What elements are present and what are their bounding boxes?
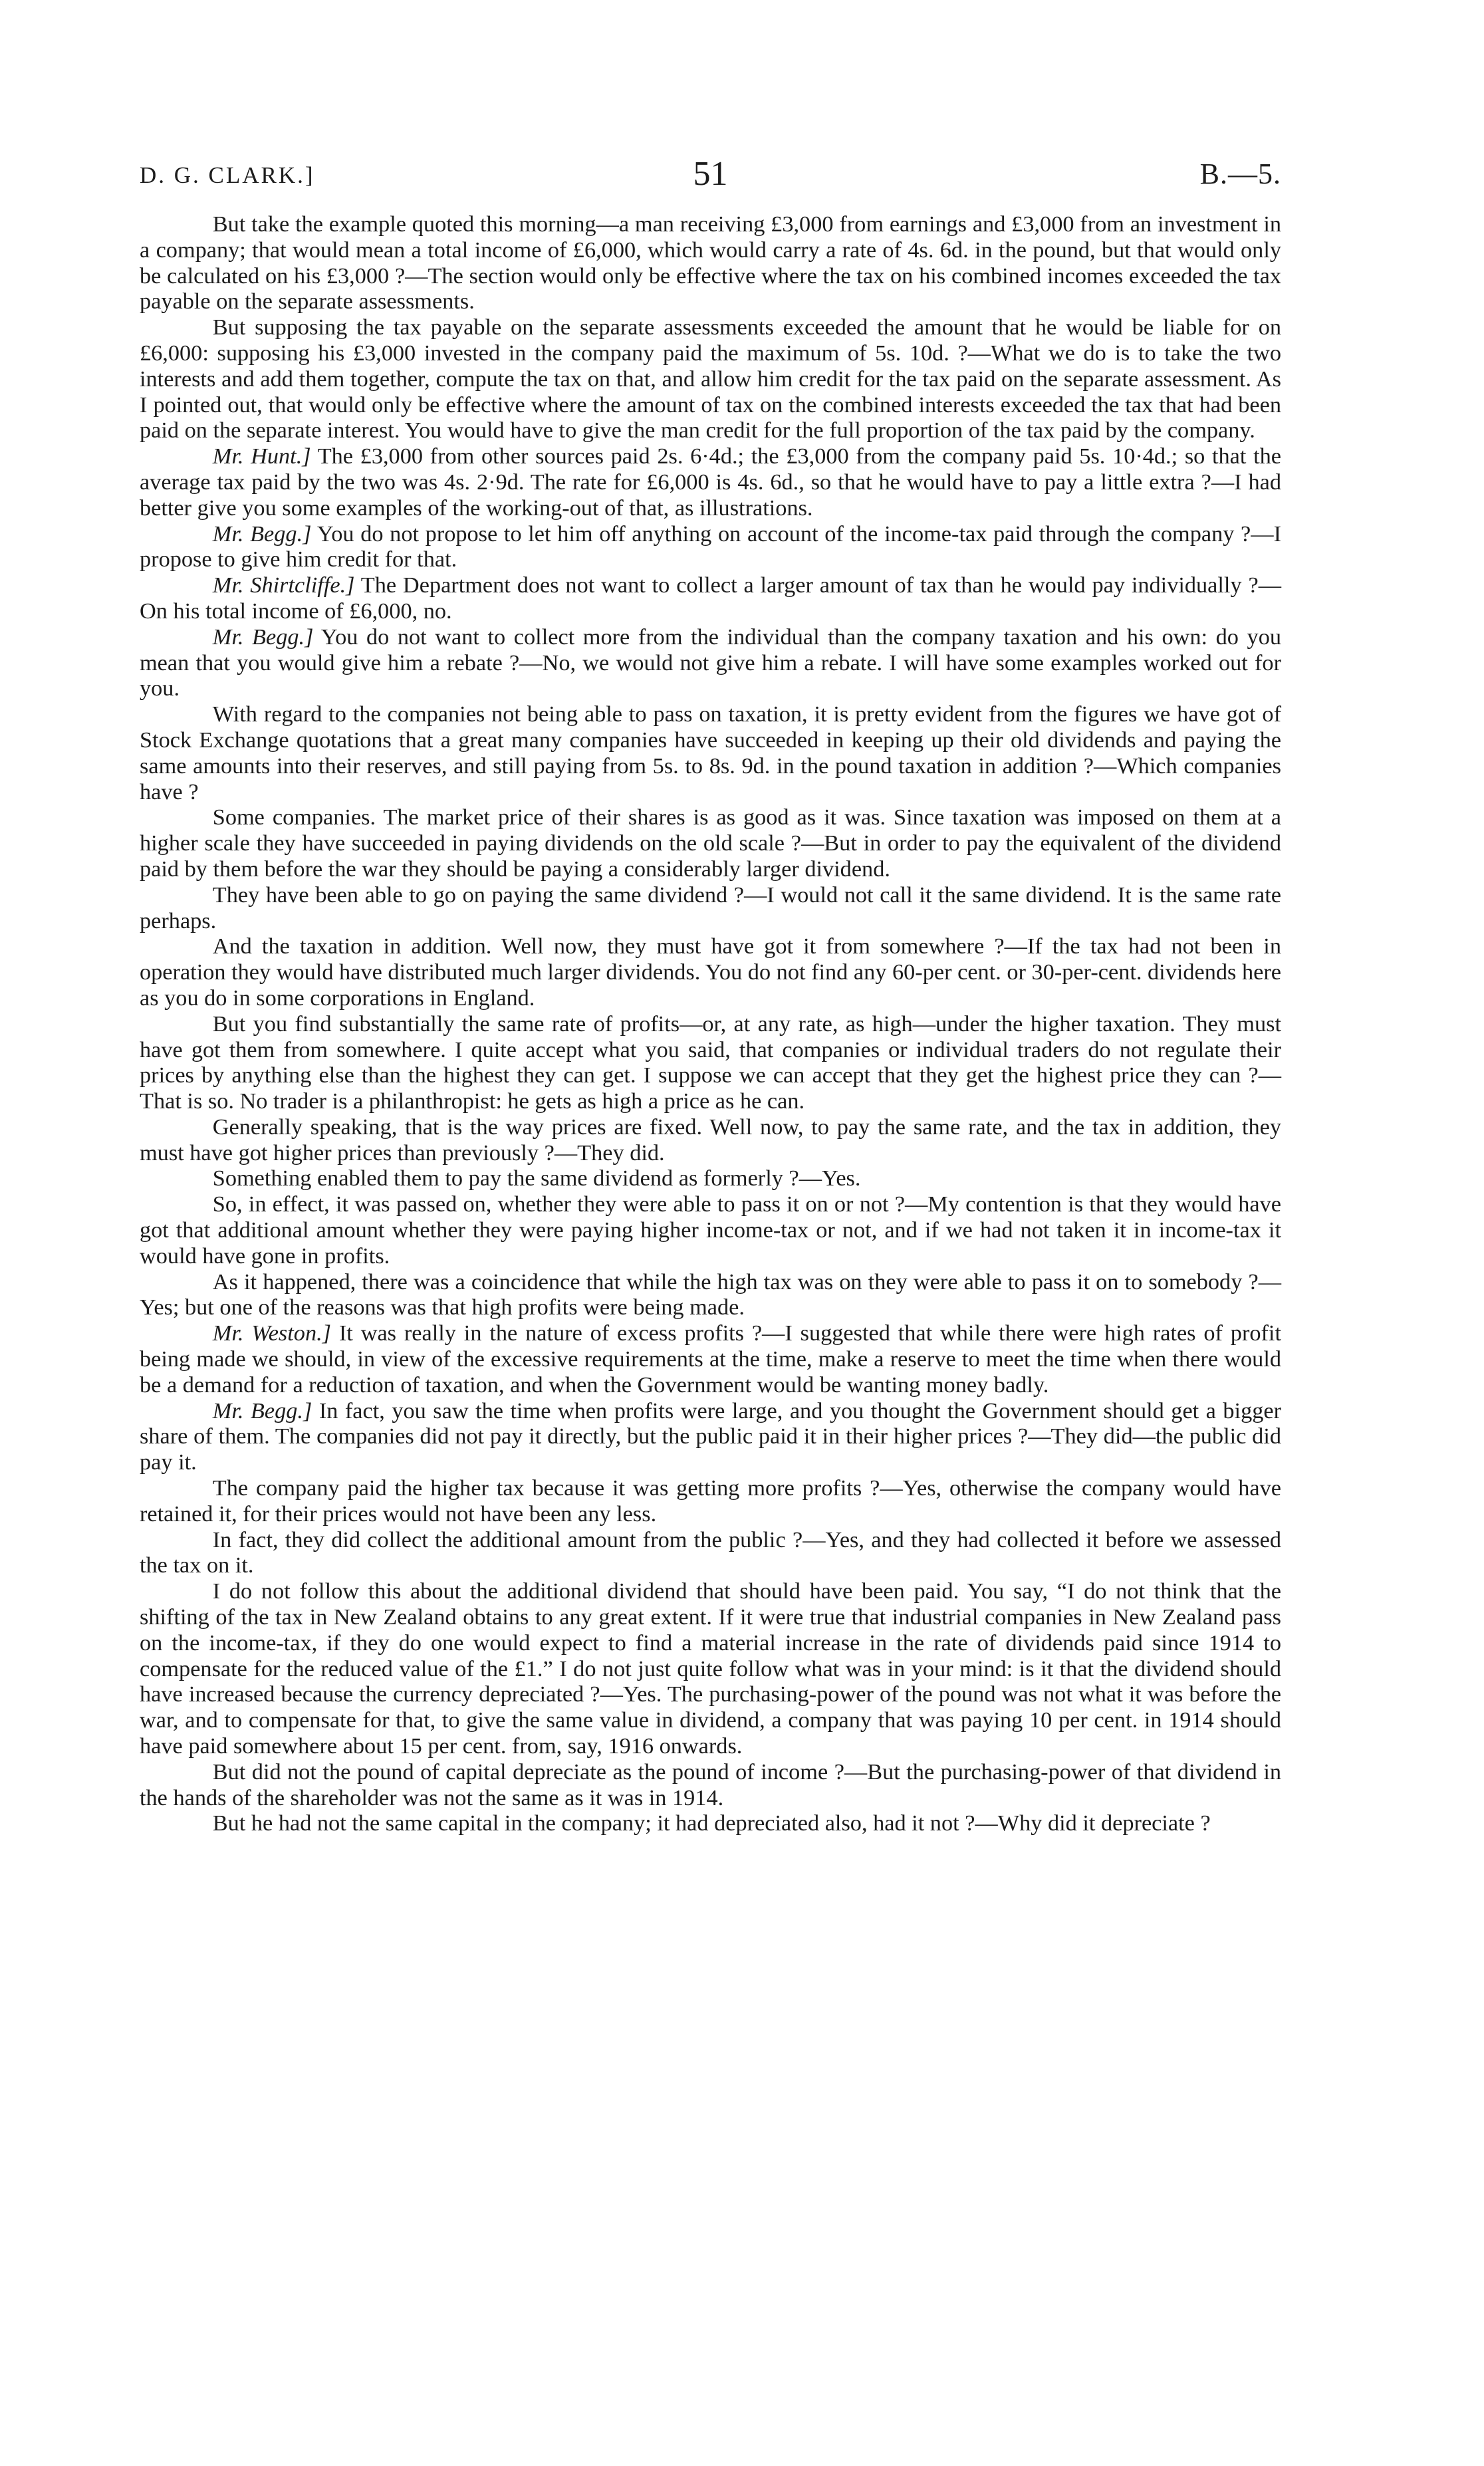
paragraph [140, 1527, 1281, 1579]
paragraph-text: And the taxation in addition. Well now, they must have got it from somewhere ?—If the tax had not been in operation they would have distributed much larger dividends. You do not find any 60-per cent. or 30-per-cent. dividends here as you do in some corporations in England. [140, 933, 1281, 1011]
paragraph-text: With regard to the companies not being able to pass on taxation, it is pretty evident from the figures we have got of Stock Exchange quotations that a great many companies have succeeded in keeping up their old dividends and paying the same amounts into their reserves, and still paying from 5s. to 8s. 9d. in the pound taxation in addition ?—Which companies have ? [140, 701, 1281, 804]
page-header [140, 154, 1281, 207]
paragraph [140, 211, 1281, 314]
paragraph [140, 1191, 1281, 1269]
speaker: Mr. Hunt.] [212, 443, 311, 469]
paragraph [140, 314, 1281, 443]
paragraph-text: So, in effect, it was passed on, whether they were able to pass it on or not ?—My contention is that they would have got that additional amount whether they were paying higher income-tax or not, and if we had not taken it in income-tax it would have gone in profits. [140, 1191, 1281, 1269]
paragraph-text: You do not want to collect more from the individual than the company taxation and his own: do you mean that you would give him a rebate ?—No, we would not give him a rebate. I will have some examples worked out for you. [140, 624, 1281, 701]
paragraph [140, 1398, 1281, 1475]
paragraph-text: You do not propose to let him off anything on account of the income-tax paid through the company ?—I propose to give him credit for that. [140, 521, 1281, 572]
paragraph-text: The £3,000 from other sources paid 2s. 6·4d.; the £3,000 from the company paid 5s. 10·4d.; so that the average tax paid by the two was 4s. 2·9d. The rate for £6,000 is 4s. 6d., so that he would have to pay a little extra ?—I had better give you some examples of the working-out of that, as illustrations. [140, 443, 1281, 521]
paragraph [140, 804, 1281, 882]
paragraph-text: The Department does not want to collect a larger amount of tax than he would pay individually ?—On his total income of £6,000, no. [140, 572, 1281, 624]
paragraph-text: But supposing the tax payable on the separate assessments exceeded the amount that he would be liable for on £6,000: supposing his £3,000 invested in the company paid the maximum of 5s. 10d. ?—What we do is to take the two interests and add them together, compute the tax on that, and allow him credit for the tax paid on the separate assessment. As I pointed out, that would only be effective where the amount of tax on the combined interests exceeded the tax that had been paid on the separate interest. You would have to give the man credit for the full proportion of the tax paid by the company. [140, 314, 1281, 443]
paragraph-text: Generally speaking, that is the way prices are fixed. Well now, to pay the same rate, and the tax in addition, they must have got higher prices than previously ?—They did. [140, 1114, 1281, 1166]
paragraph-text: It was really in the nature of excess profits ?—I suggested that while there were high rates of profit being made we should, in view of the excessive requirements at the time, make a reserve to meet the time when there would be a demand for a reduction of taxation, and when the Government would be wanting money badly. [140, 1320, 1281, 1398]
paragraph [140, 882, 1281, 934]
paragraph-text: In fact, you saw the time when profits were large, and you thought the Government should get a bigger share of them. The companies did not pay it directly, but the public paid it in their higher prices ?—They did—the public did pay it. [140, 1398, 1282, 1475]
speaker: Mr. Begg.] [212, 521, 312, 547]
paragraph [140, 933, 1281, 1011]
speaker: Mr. Shirtcliffe.] [212, 572, 355, 598]
paragraph [140, 572, 1281, 624]
paragraph [140, 1810, 1281, 1836]
speaker: Mr. Begg.] [212, 1398, 312, 1423]
paragraph-text: The company paid the higher tax because it was getting more profits ?—Yes, otherwise the company would have retained it, for their prices would not have been any less. [140, 1475, 1281, 1527]
paragraph-text: Something enabled them to pay the same dividend as formerly ?—Yes. [212, 1166, 861, 1191]
transcript-body [140, 211, 1281, 1836]
paragraph [140, 1011, 1281, 1114]
paragraph [140, 1269, 1281, 1321]
paragraph-text: But he had not the same capital in the company; it had depreciated also, had it not ?—Why did it depreciate ? [212, 1810, 1211, 1836]
paragraph [140, 1578, 1281, 1759]
paragraph [140, 443, 1281, 521]
paragraph-text: As it happened, there was a coincidence that while the high tax was on they were able to pass it on to somebody ?—Yes; but one of the reasons was that high profits were being made. [140, 1269, 1281, 1320]
witness-name: D. G. CLARK.] [140, 162, 315, 188]
paragraph [140, 1114, 1281, 1166]
paragraph [140, 1759, 1281, 1811]
paragraph-text: But you find substantially the same rate of profits—or, at any rate, as high—under the higher taxation. They must have got them from somewhere. I quite accept what you said, that companies or individual traders do not regulate their prices by anything else than the highest they can get. I suppose we can accept that they get the highest price they can ?—That is so. No trader is a philanthropist: he gets as high a price as he can. [140, 1011, 1281, 1114]
paragraph-text: In fact, they did collect the additional amount from the public ?—Yes, and they had collected it before we assessed the tax on it. [140, 1527, 1281, 1578]
paragraph [140, 624, 1281, 701]
speaker: Mr. Weston.] [212, 1320, 332, 1346]
paragraph-text: But take the example quoted this morning—a man receiving £3,000 from earnings and £3,000 from an investment in a company; that would mean a total income of £6,000, which would carry a rate of 4s. 6d. in the pound, but that would only be calculated on his £3,000 ?—The section would only be effective where the tax on his combined incomes exceeded the tax payable on the separate assessments. [140, 211, 1281, 314]
paragraph [140, 1166, 1281, 1191]
paragraph [140, 1320, 1281, 1398]
paragraph-text: They have been able to go on paying the same dividend ?—I would not call it the same dividend. It is the same rate perhaps. [140, 882, 1281, 933]
paragraph [140, 701, 1281, 804]
paragraph [140, 521, 1281, 573]
document-reference: B.—5. [1199, 158, 1281, 190]
paragraph-text: I do not follow this about the additional dividend that should have been paid. You say, “I do not think that the shifting of the tax in New Zealand obtains to any great extent. If it were true that industrial companies in New Zealand pass on the income-tax, if they do one would expect to find a material increase in the rate of dividends paid since 1914 to compensate for the reduced value of the £1.” I do not just quite follow what was in your mind: is it that the dividend should have increased because the currency depreciated ?—Yes. The purchasing-power of the pound was not what it was before the war, and to compensate for that, to give the same value in dividend, a company that was paying 10 per cent. in 1914 should have paid somewhere about 15 per cent. from, say, 1916 onwards. [140, 1578, 1281, 1759]
paragraph [140, 1475, 1281, 1527]
speaker: Mr. Begg.] [212, 624, 314, 650]
paragraph-text: But did not the pound of capital depreciate as the pound of income ?—But the purchasing-power of that dividend in the hands of the shareholder was not the same as it was in 1914. [140, 1759, 1281, 1810]
paragraph-text: Some companies. The market price of their shares is as good as it was. Since taxation was imposed on them at a higher scale they have succeeded in paying dividends on the old scale ?—But in order to pay the equivalent of the dividend paid by them before the war they should be paying a considerably larger dividend. [140, 804, 1281, 882]
page-number: 51 [693, 155, 728, 193]
